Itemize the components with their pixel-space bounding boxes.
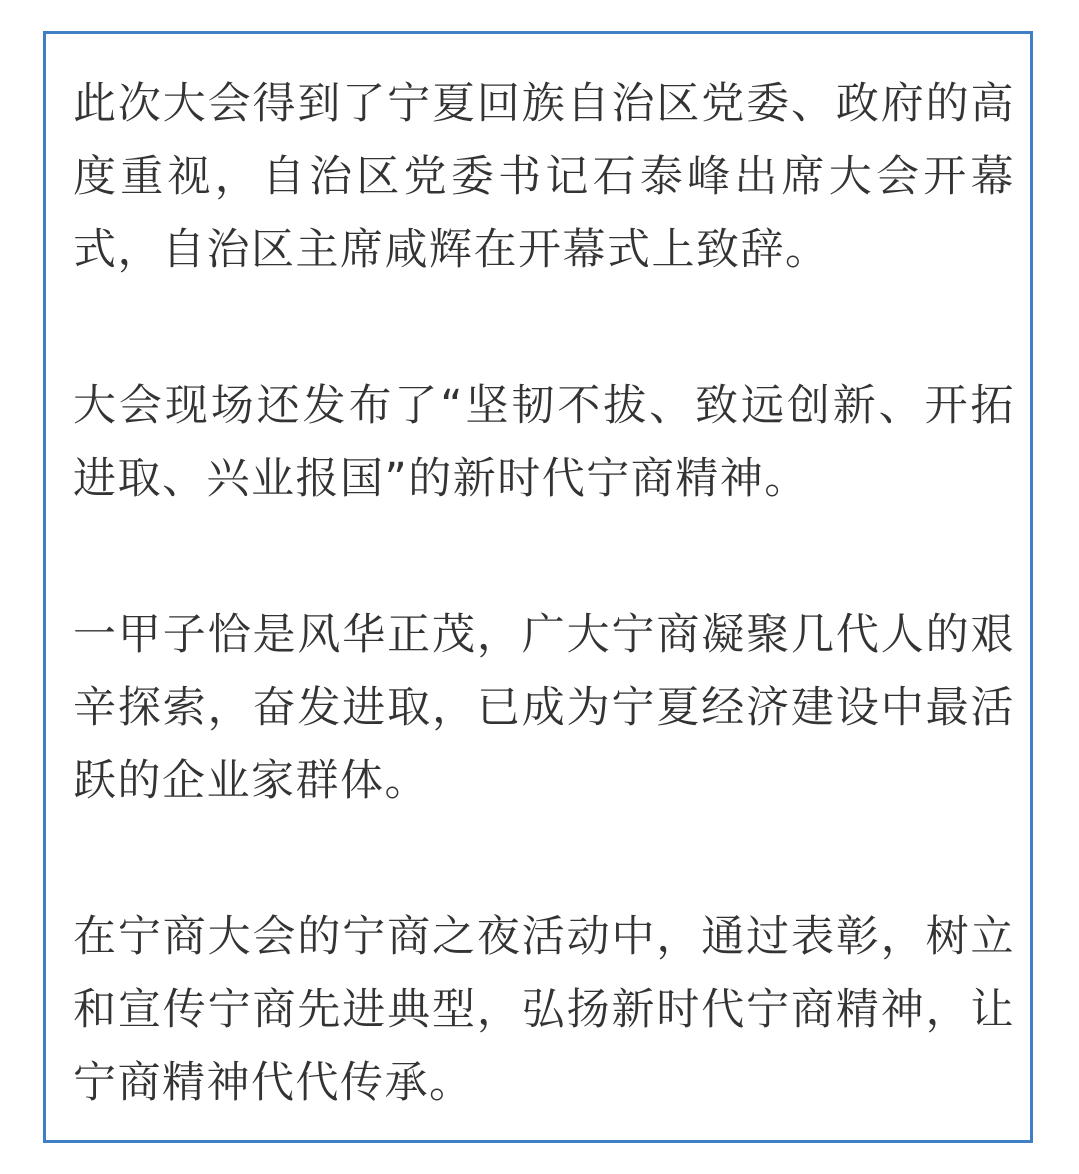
paragraph-2: 大会现场还发布了“坚韧不拔、致远创新、开拓进取、兴业报国”的新时代宁商精神。 bbox=[73, 381, 1015, 504]
article-body bbox=[73, 68, 1015, 1120]
paragraph-1: 此次大会得到了宁夏回族自治区党委、政府的高度重视，自治区党委书记石泰峰出席大会开幕式，自治区主席咸辉在开幕式上致辞。 bbox=[73, 79, 1015, 275]
article-frame bbox=[43, 31, 1033, 1143]
paragraph-4: 在宁商大会的宁商之夜活动中，通过表彰，树立和宣传宁商先进典型，弘扬新时代宁商精神，让宁商精神代代传承。 bbox=[73, 912, 1015, 1108]
paragraph-3: 一甲子恰是风华正茂，广大宁商凝聚几代人的艰辛探索，奋发进取，已成为宁夏经济建设中最活跃的企业家群体。 bbox=[73, 610, 1015, 806]
